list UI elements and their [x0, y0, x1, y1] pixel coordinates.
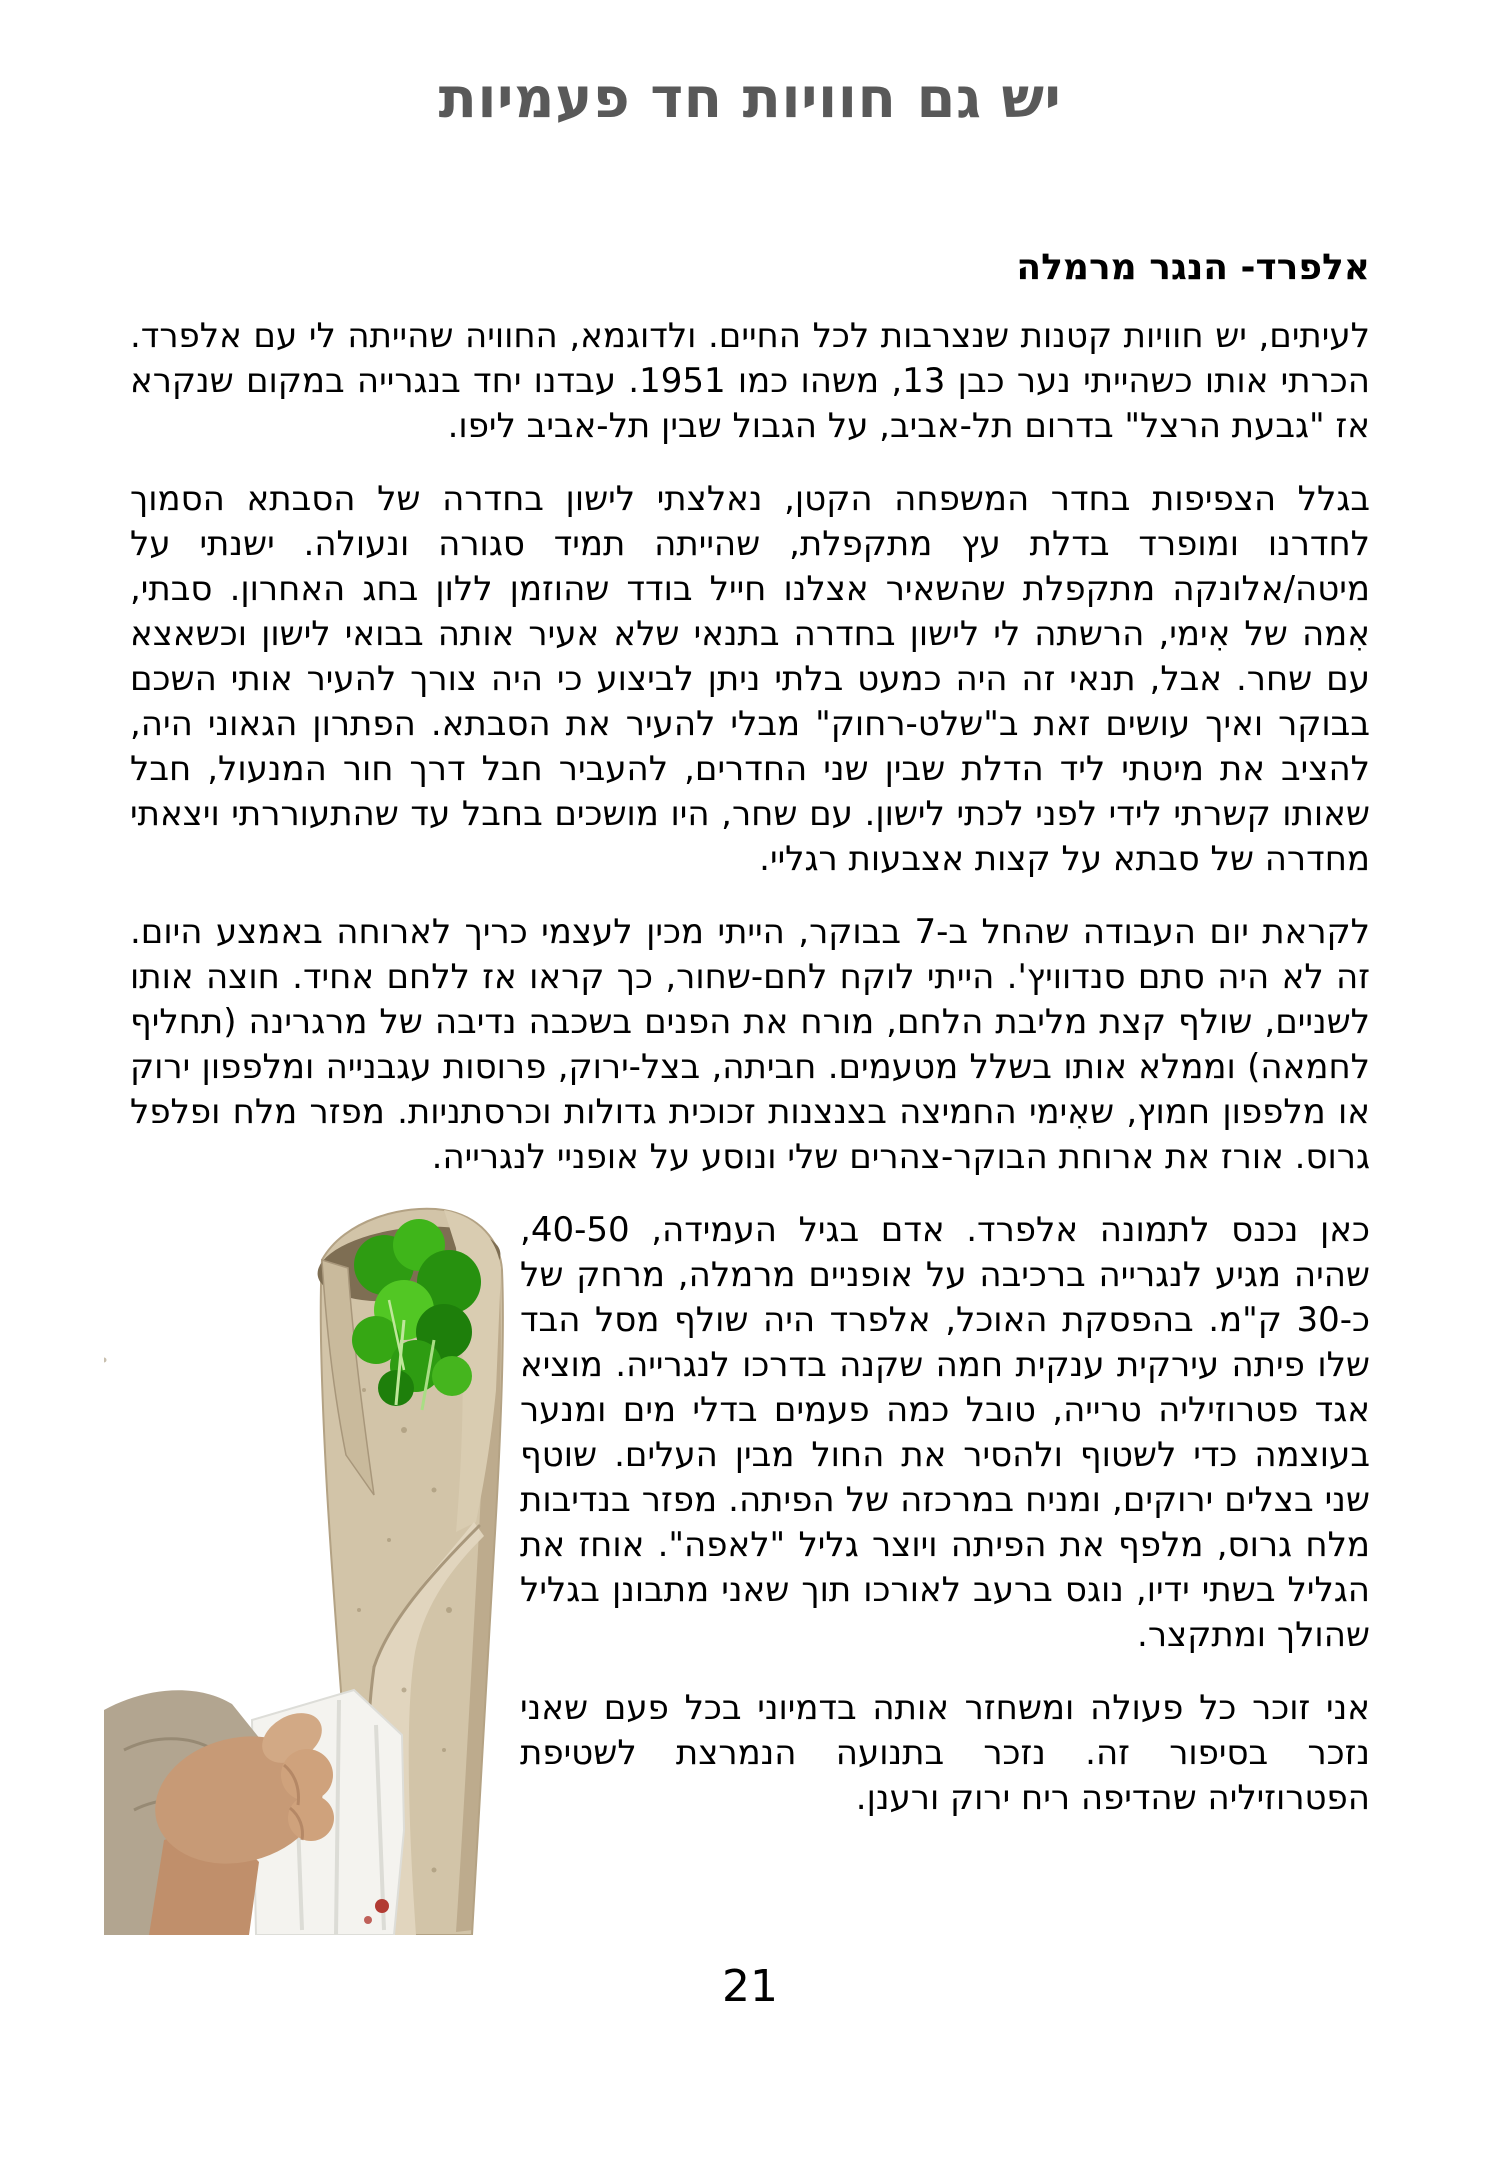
- section-heading: אלפרד- הנגר מרמלה: [1016, 247, 1370, 288]
- page-title: יש גם חוויות חד פעמיות: [438, 66, 1062, 131]
- paragraph-sandwich: לקראת יום העבודה שהחל ב-7 בבוקר, הייתי מכין לעצמי כריך לארוחה באמצע היום. זה לא היה סתם סנדוויץ'. הייתי לוקח לחם-שחור, כך קראו אז ללחם אחיד. חוצה אותו לשניים, שולף קצת מליבת הלחם, מורח את הפנים בשכבה נדיבה של מרגרינה (תחליף לחמאה) וממלא אותו בשלל מטעמים. חביתה, בצל-ירוק, פרוסות עגבנייה ומלפפון ירוק או מלפפון חמוץ, שאִימי החמיצה בצנצנות זכוכית גדולות וכרסתניות. מפזר מלח ופלפל גרוס. אורז את ארוחת הבוקר-צהרים שלי ונוסע על אופניי לנגרייה.: [130, 912, 1370, 1177]
- paragraph-alfred-laffa: כאן נכנס לתמונה אלפרד. אדם בגיל העמידה, 40-50, שהיה מגיע לנגרייה ברכיבה על אופניים מרמלה, מרחק של כ-30 ק"מ. בהפסקת האוכל, אלפרד היה שולף מסל הבד שלו פיתה עירקית ענקית חמה שקנה בדרכו לנגרייה. מוציא אגד פטרוזיליה טרייה, טובל כמה פעמים בדלי מים ומנער בעוצמה כדי לשטוף ולהסיר את החול מבין העלים. שוטף שני בצלים ירוקים, ומניח במרכזה של הפיתה. מפזר בנדיבות מלח גרוס, מלפף את הפיתה ויוצר גליל "לאפה". אוחז את הגליל בשתי ידיו, נוגס ברעב לאורכו תוך שאני מתבונן בגליל שהולך ומתקצר.: [520, 1210, 1370, 1655]
- paragraph-memory: אני זוכר כל פעולה ומשחזר אותה בדמיוני בכל פעם שאני נזכר בסיפור זה. נזכר בתנועה הנמרצת לשטיפת הפטרוזיליה שהדיפה ריח ירוק ורענן.: [520, 1688, 1370, 1818]
- paragraph-grandmother-room: בגלל הצפיפות בחדר המשפחה הקטן, נאלצתי לישון בחדרה של הסבתא הסמוך לחדרנו ומופרד בדלת עץ מתקפלת, שהייתה תמיד סגורה ונעולה. ישנתי על מיטה/אלונקה מתקפלת שהשאיר אצלנו חייל בודד שהוזמן ללון בחג האחרון. סבתי, אִמה של אִימי, הרשתה לי לישון בחדרה בתנאי שלא אעיר אותה בבואי לישון וכשאצא עם שחר. אבל, תנאי זה היה כמעט בלתי ניתן לביצוע כי היה צורך להעיר אותי השכם בבוקר ואיך עושים זאת ב"שלט-רחוק" מבלי להעיר את הסבתא. הפתרון הגאוני היה, להציב את מיטתי ליד הדלת שבין שני החדרים, להעביר חבל דרך חור המנעול, חבל שאותו קשרתי לידי לפני לכתי לישון. עם שחר, היו מושכים בחבל עד שהתעוררתי ויצאתי מחדרה של סבתא על קצות אצבעות רגליי.: [130, 479, 1370, 879]
- paragraph-intro: לעיתים, יש חוויות קטנות שנצרבות לכל החיים. ולדוגמא, החוויה שהייתה לי עם אלפרד. הכרתי אותו כשהייתי נער כבן 13, משהו כמו 1951. עבדנו יחד בנגרייה במקום שנקרא אז "גבעת הרצל" בדרום תל-אביב, על הגבול שבין תל-אביב ליפו.: [130, 316, 1370, 446]
- laffa-wrap-illustration: [104, 1190, 504, 1935]
- page-number: 21: [722, 1961, 778, 2012]
- laffa-wrap-photo: [104, 1190, 504, 1935]
- red-mark: [375, 1899, 389, 1913]
